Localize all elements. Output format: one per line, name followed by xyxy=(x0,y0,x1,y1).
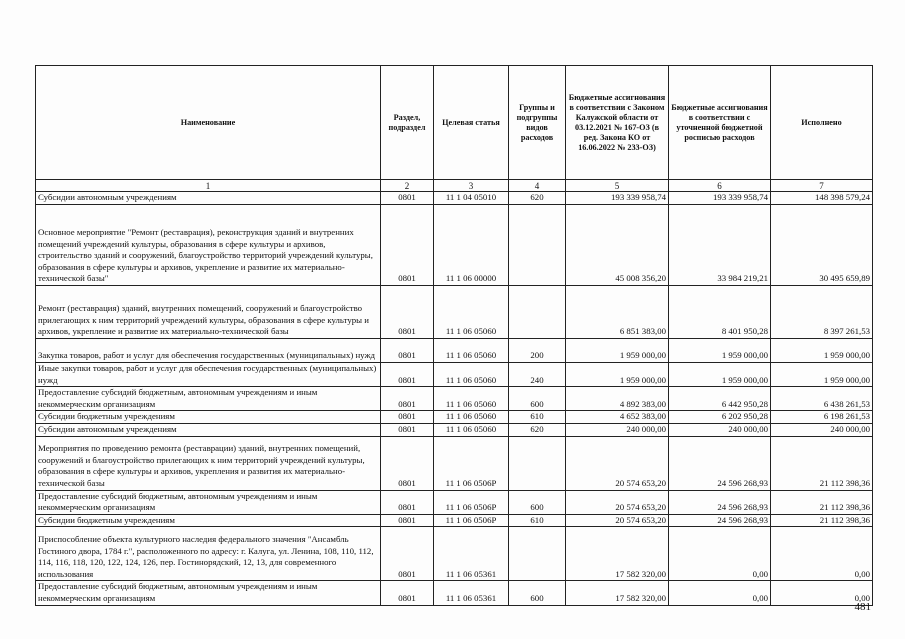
row-article-cell: 11 1 06 05361 xyxy=(434,581,509,605)
row-article-cell: 11 1 06 0506Р xyxy=(434,436,509,490)
row-law-amount-cell: 1 959 000,00 xyxy=(566,339,669,363)
row-group-cell: 600 xyxy=(509,387,566,411)
row-group-cell: 600 xyxy=(509,581,566,605)
row-name-cell: Закупка товаров, работ и услуг для обеспечения государственных (муниципальных) нужд xyxy=(36,339,381,363)
row-law-amount-cell: 45 008 356,20 xyxy=(566,205,669,286)
row-section-cell: 0801 xyxy=(381,436,434,490)
row-law-amount-cell: 4 892 383,00 xyxy=(566,387,669,411)
column-number: 2 xyxy=(381,180,434,192)
row-section-cell: 0801 xyxy=(381,581,434,605)
table-row xyxy=(36,581,873,605)
table-row xyxy=(36,387,873,411)
row-plan-amount-cell: 193 339 958,74 xyxy=(669,192,771,205)
row-name-cell: Субсидии автономным учреждениям xyxy=(36,192,381,205)
row-group-cell: 200 xyxy=(509,339,566,363)
header-name: Наименование xyxy=(36,66,381,180)
row-group-cell: 610 xyxy=(509,411,566,424)
table-row xyxy=(36,436,873,490)
row-section-cell: 0801 xyxy=(381,387,434,411)
header-article: Целевая статья xyxy=(434,66,509,180)
row-done-amount-cell: 0,00 xyxy=(771,527,873,581)
row-law-amount-cell: 4 652 383,00 xyxy=(566,411,669,424)
row-law-amount-cell: 193 339 958,74 xyxy=(566,192,669,205)
row-article-cell: 11 1 06 05060 xyxy=(434,339,509,363)
row-article-cell: 11 1 06 0506Р xyxy=(434,490,509,514)
table-header-row xyxy=(36,66,873,180)
row-done-amount-cell: 6 438 261,53 xyxy=(771,387,873,411)
row-section-cell: 0801 xyxy=(381,363,434,387)
row-section-cell: 0801 xyxy=(381,339,434,363)
row-name-cell: Основное мероприятие "Ремонт (реставрация), реконструкция зданий и внутренних помещений учреждений культуры, образования в сфере культуры и архивов, строительство зданий и сооружений, благоустройство территорий учреждений культуры, образования в сфере культуры и архивов, укрепление и развитие их материально-технической базы" xyxy=(36,205,381,286)
row-plan-amount-cell: 24 596 268,93 xyxy=(669,436,771,490)
row-article-cell: 11 1 06 05060 xyxy=(434,411,509,424)
row-article-cell: 11 1 04 05010 xyxy=(434,192,509,205)
row-done-amount-cell: 6 198 261,53 xyxy=(771,411,873,424)
budget-table xyxy=(35,65,873,606)
row-plan-amount-cell: 33 984 219,21 xyxy=(669,205,771,286)
row-article-cell: 11 1 06 00000 xyxy=(434,205,509,286)
table-row xyxy=(36,339,873,363)
row-article-cell: 11 1 06 05361 xyxy=(434,527,509,581)
row-section-cell: 0801 xyxy=(381,423,434,436)
row-group-cell: 610 xyxy=(509,514,566,527)
table-row xyxy=(36,363,873,387)
row-article-cell: 11 1 06 05060 xyxy=(434,286,509,339)
row-plan-amount-cell: 8 401 950,28 xyxy=(669,286,771,339)
row-law-amount-cell: 20 574 653,20 xyxy=(566,514,669,527)
column-number: 1 xyxy=(36,180,381,192)
row-group-cell xyxy=(509,286,566,339)
row-plan-amount-cell: 1 959 000,00 xyxy=(669,363,771,387)
table-row xyxy=(36,192,873,205)
row-group-cell: 240 xyxy=(509,363,566,387)
column-number: 7 xyxy=(771,180,873,192)
row-done-amount-cell: 0,00 xyxy=(771,581,873,605)
row-plan-amount-cell: 6 442 950,28 xyxy=(669,387,771,411)
table-row xyxy=(36,490,873,514)
row-law-amount-cell: 20 574 653,20 xyxy=(566,436,669,490)
row-section-cell: 0801 xyxy=(381,514,434,527)
table-row xyxy=(36,514,873,527)
table-row xyxy=(36,527,873,581)
row-name-cell: Субсидии автономным учреждениям xyxy=(36,423,381,436)
row-law-amount-cell: 17 582 320,00 xyxy=(566,581,669,605)
header-done: Исполнено xyxy=(771,66,873,180)
row-law-amount-cell: 6 851 383,00 xyxy=(566,286,669,339)
row-name-cell: Предоставление субсидий бюджетным, автономным учреждениям и иным некоммерческим организациям xyxy=(36,490,381,514)
row-article-cell: 11 1 06 05060 xyxy=(434,363,509,387)
header-group: Группы и подгруппы видов расходов xyxy=(509,66,566,180)
row-name-cell: Мероприятия по проведению ремонта (реставрации) зданий, внутренних помещений, сооружений и благоустройство прилегающих к ним территорий учреждений культуры, образования в сфере культуры и архивов, укрепления и развития их материально-технической базы xyxy=(36,436,381,490)
row-law-amount-cell: 240 000,00 xyxy=(566,423,669,436)
row-article-cell: 11 1 06 05060 xyxy=(434,387,509,411)
row-group-cell: 620 xyxy=(509,423,566,436)
row-plan-amount-cell: 6 202 950,28 xyxy=(669,411,771,424)
row-plan-amount-cell: 24 596 268,93 xyxy=(669,490,771,514)
table-row xyxy=(36,205,873,286)
table-row xyxy=(36,423,873,436)
row-done-amount-cell: 148 398 579,24 xyxy=(771,192,873,205)
row-done-amount-cell: 240 000,00 xyxy=(771,423,873,436)
row-section-cell: 0801 xyxy=(381,527,434,581)
row-group-cell xyxy=(509,527,566,581)
row-name-cell: Предоставление субсидий бюджетным, автономным учреждениям и иным некоммерческим организациям xyxy=(36,581,381,605)
row-plan-amount-cell: 0,00 xyxy=(669,581,771,605)
row-done-amount-cell: 1 959 000,00 xyxy=(771,363,873,387)
column-number: 3 xyxy=(434,180,509,192)
row-section-cell: 0801 xyxy=(381,490,434,514)
column-number: 4 xyxy=(509,180,566,192)
column-number: 6 xyxy=(669,180,771,192)
table-row xyxy=(36,286,873,339)
row-name-cell: Субсидии бюджетным учреждениям xyxy=(36,411,381,424)
column-number: 5 xyxy=(566,180,669,192)
row-article-cell: 11 1 06 0506Р xyxy=(434,514,509,527)
row-section-cell: 0801 xyxy=(381,192,434,205)
row-law-amount-cell: 17 582 320,00 xyxy=(566,527,669,581)
row-done-amount-cell: 21 112 398,36 xyxy=(771,490,873,514)
row-group-cell: 600 xyxy=(509,490,566,514)
row-law-amount-cell: 20 574 653,20 xyxy=(566,490,669,514)
row-plan-amount-cell: 1 959 000,00 xyxy=(669,339,771,363)
row-name-cell: Субсидии бюджетным учреждениям xyxy=(36,514,381,527)
row-law-amount-cell: 1 959 000,00 xyxy=(566,363,669,387)
row-name-cell: Приспособление объекта культурного наследия федерального значения "Ансамбль Гостиного двора, 1784 г.", расположенного по адресу: г. Калуга, ул. Ленина, 108, 110, 112, 114, 116, 118, 120, 122, 124, 126, пер. Гостинорядский, 12, 13, для современного использования xyxy=(36,527,381,581)
table-row xyxy=(36,411,873,424)
row-article-cell: 11 1 06 05060 xyxy=(434,423,509,436)
row-plan-amount-cell: 240 000,00 xyxy=(669,423,771,436)
column-number-row xyxy=(36,180,873,192)
row-group-cell xyxy=(509,205,566,286)
row-name-cell: Иные закупки товаров, работ и услуг для обеспечения государственных (муниципальных) нужд xyxy=(36,363,381,387)
row-done-amount-cell: 8 397 261,53 xyxy=(771,286,873,339)
row-done-amount-cell: 30 495 659,89 xyxy=(771,205,873,286)
page-number: 481 xyxy=(854,601,871,613)
header-law: Бюджетные ассигнования в соответствии с Законом Калужской области от 03.12.2021 № 167-ОЗ (в ред. Закона КО от 16.06.2022 № 233-ОЗ) xyxy=(566,66,669,180)
row-section-cell: 0801 xyxy=(381,286,434,339)
row-name-cell: Предоставление субсидий бюджетным, автономным учреждениям и иным некоммерческим организациям xyxy=(36,387,381,411)
table-body xyxy=(36,192,873,606)
row-plan-amount-cell: 24 596 268,93 xyxy=(669,514,771,527)
row-plan-amount-cell: 0,00 xyxy=(669,527,771,581)
header-section: Раздел, подраздел xyxy=(381,66,434,180)
row-done-amount-cell: 21 112 398,36 xyxy=(771,514,873,527)
row-group-cell xyxy=(509,436,566,490)
row-section-cell: 0801 xyxy=(381,411,434,424)
header-plan: Бюджетные ассигнования в соответствии с уточненной бюджетной росписью расходов xyxy=(669,66,771,180)
row-group-cell: 620 xyxy=(509,192,566,205)
row-name-cell: Ремонт (реставрация) зданий, внутренних помещений, сооружений и благоустройство прилегающих к ним территорий учреждений культуры, образования в сфере культуры и архивов, укрепление и развитие их материально-технической базы xyxy=(36,286,381,339)
row-done-amount-cell: 1 959 000,00 xyxy=(771,339,873,363)
row-section-cell: 0801 xyxy=(381,205,434,286)
row-done-amount-cell: 21 112 398,36 xyxy=(771,436,873,490)
